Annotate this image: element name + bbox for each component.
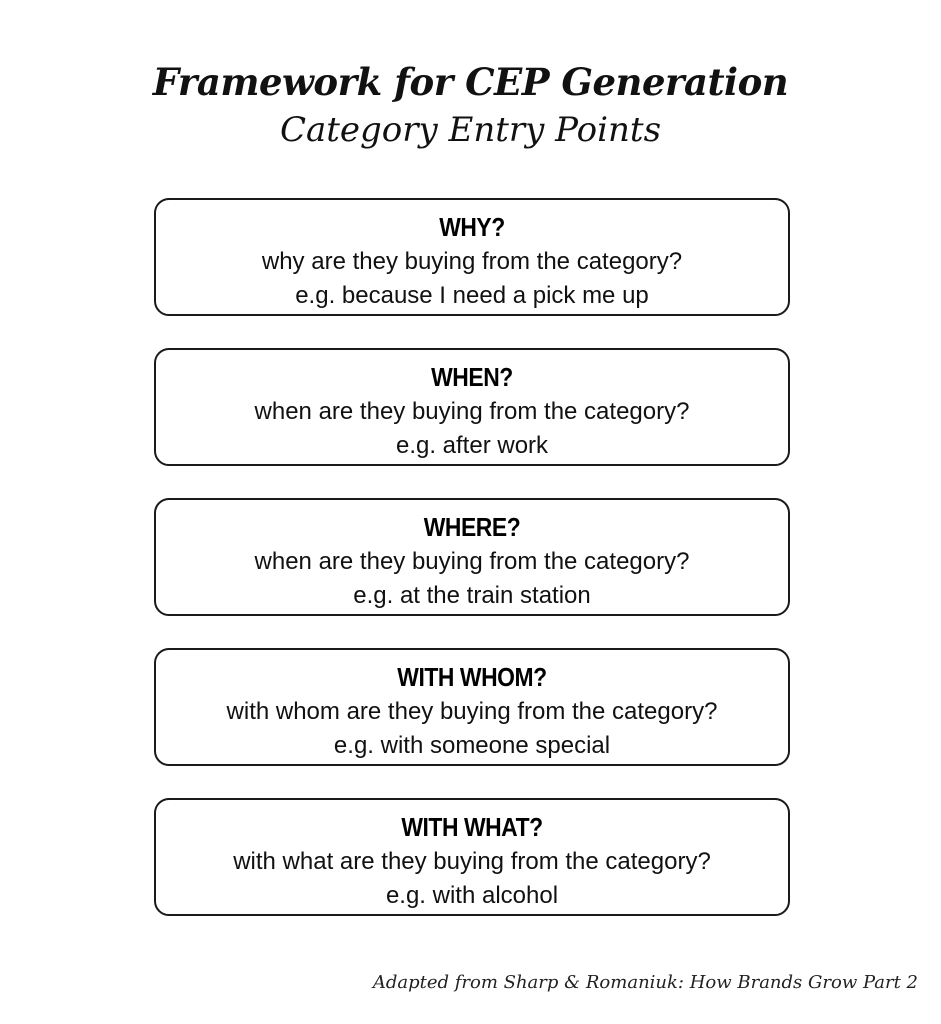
box-example: e.g. at the train station bbox=[353, 582, 591, 609]
box-heading: WHEN? bbox=[431, 362, 513, 392]
box-heading: WHY? bbox=[439, 212, 505, 242]
box-heading: WITH WHOM? bbox=[397, 662, 547, 692]
box-question: when are they buying from the category? bbox=[254, 548, 690, 575]
box-heading: WITH WHAT? bbox=[401, 812, 543, 842]
box-example: e.g. after work bbox=[395, 432, 549, 459]
cep-box-when bbox=[154, 348, 790, 466]
box-example: e.g. with someone special bbox=[333, 732, 611, 759]
cep-box-why bbox=[154, 198, 790, 316]
cep-box-with-whom bbox=[154, 648, 790, 766]
box-question: with whom are they buying from the category? bbox=[226, 698, 718, 725]
box-question: when are they buying from the category? bbox=[254, 398, 690, 425]
box-example: e.g. with alcohol bbox=[385, 882, 559, 909]
page-subtitle: Category Entry Points bbox=[279, 110, 662, 150]
source-credit: Adapted from Sharp & Romaniuk: How Brands Grow Part 2 bbox=[372, 972, 918, 993]
box-example: e.g. because I need a pick me up bbox=[295, 282, 649, 309]
page-title: Framework for CEP Generation bbox=[152, 60, 789, 104]
cep-box-where bbox=[154, 498, 790, 616]
box-heading: WHERE? bbox=[423, 512, 521, 542]
box-question: why are they buying from the category? bbox=[261, 248, 683, 275]
box-question: with what are they buying from the category? bbox=[233, 848, 711, 875]
cep-box-with-what bbox=[154, 798, 790, 916]
